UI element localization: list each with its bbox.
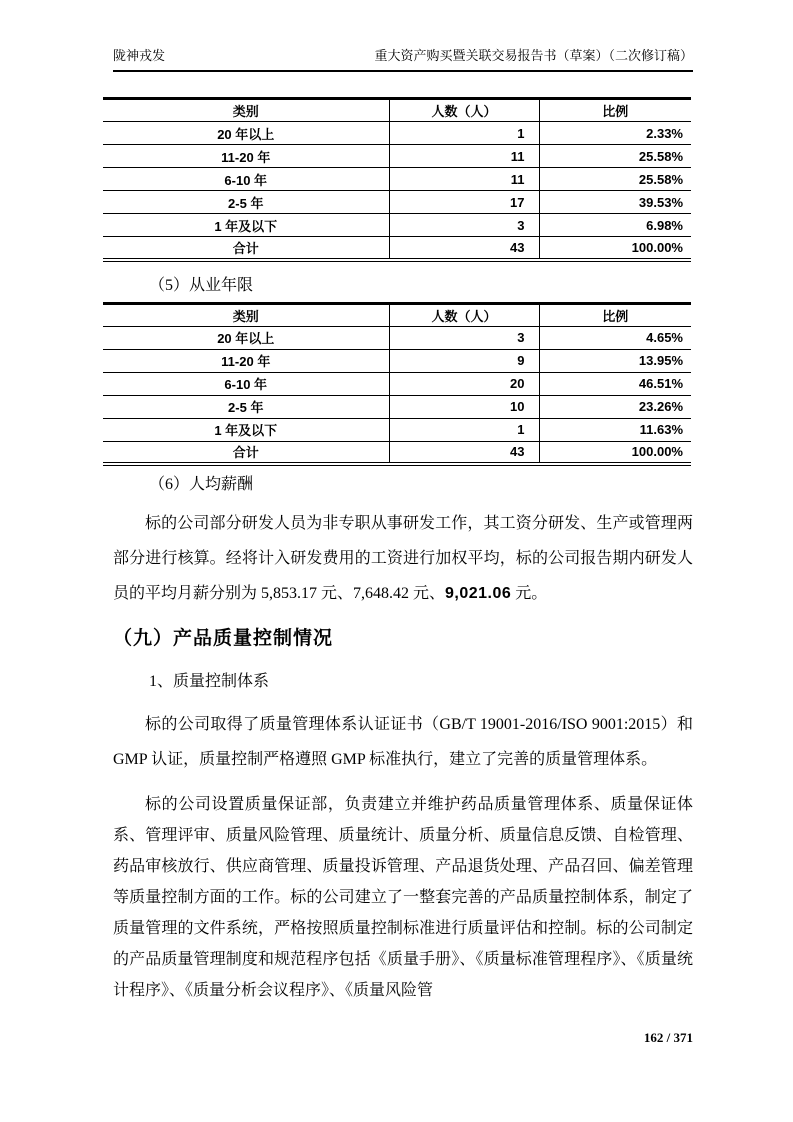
table-cell: 1 <box>389 122 539 145</box>
table-header-cell: 类别 <box>103 99 389 122</box>
table-row <box>103 395 691 418</box>
section-6-heading: （6）人均薪酬 <box>149 476 254 493</box>
table-cell: 11-20 年 <box>103 349 389 372</box>
table-cell: 2-5 年 <box>103 191 389 214</box>
running-header <box>113 0 693 72</box>
table-cell: 10 <box>389 395 539 418</box>
table-cell: 20 年以上 <box>103 326 389 349</box>
salary-text-after: 元。 <box>511 585 548 602</box>
table-cell: 100.00% <box>539 237 691 260</box>
table-header-cell: 比例 <box>539 99 691 122</box>
table-cell: 43 <box>389 237 539 260</box>
table-header-cell: 人数（人） <box>389 99 539 122</box>
table-cell: 1 <box>389 418 539 441</box>
table-cell: 25.58% <box>539 145 691 168</box>
salary-bold-figure: 9,021.06 <box>445 585 512 602</box>
section-5-heading: （5）从业年限 <box>149 276 254 294</box>
table-header-cell: 比例 <box>539 303 691 326</box>
table-header-row <box>103 99 691 122</box>
table-cell: 100.00% <box>539 441 691 464</box>
table-cell: 合计 <box>103 441 389 464</box>
table-cell: 1 年及以下 <box>103 214 389 237</box>
table-cell: 25.58% <box>539 168 691 191</box>
table-cell: 20 <box>389 372 539 395</box>
table-header-cell: 人数（人） <box>389 303 539 326</box>
table-header-row <box>103 303 691 326</box>
header-report-title: 重大资产购买暨关联交易报告书（草案）（二次修订稿） <box>374 48 693 63</box>
table-row <box>103 191 691 214</box>
table-cell: 6-10 年 <box>103 372 389 395</box>
table-cell: 17 <box>389 191 539 214</box>
salary-text-before: 标的公司部分研发人员为非专职从事研发工作，其工资分研发、生产或管理两部分进行核算。经将计入研发费用的工资进行加权平均，标的公司报告期内研发人员的平均月薪分别为 5,853.17 元、7,648.42 元、 <box>113 515 693 602</box>
table-row <box>103 372 691 395</box>
table-cell: 11 <box>389 168 539 191</box>
table-cell: 11 <box>389 145 539 168</box>
table-row <box>103 349 691 372</box>
table-row <box>103 418 691 441</box>
header-company-name: 陇神戎发 <box>113 48 166 63</box>
section-9-heading: （九）产品质量控制情况 <box>113 628 334 649</box>
table-cell: 11-20 年 <box>103 145 389 168</box>
table-cell: 合计 <box>103 237 389 260</box>
tenure-table-1 <box>103 97 691 262</box>
table-cell: 4.65% <box>539 326 691 349</box>
table-row <box>103 326 691 349</box>
table-cell: 20 年以上 <box>103 122 389 145</box>
table-row <box>103 122 691 145</box>
page-content <box>113 0 693 1006</box>
table-cell: 2-5 年 <box>103 395 389 418</box>
gmp-paragraph: 标的公司取得了质量管理体系认证证书（GB/T 19001-2016/ISO 9001:2015）和 GMP 认证，质量控制严格遵照 GMP 标准执行，建立了完善的质量管理体系。 <box>113 716 693 768</box>
table-cell: 11.63% <box>539 418 691 441</box>
table-cell: 3 <box>389 326 539 349</box>
table-cell: 13.95% <box>539 349 691 372</box>
table-row <box>103 145 691 168</box>
page-number: 162 / 371 <box>643 1030 693 1045</box>
salary-paragraph <box>113 506 693 611</box>
table-row <box>103 441 691 464</box>
table-cell: 1 年及以下 <box>103 418 389 441</box>
table-cell: 46.51% <box>539 372 691 395</box>
table-row <box>103 168 691 191</box>
table-row <box>103 214 691 237</box>
table-cell: 2.33% <box>539 122 691 145</box>
table-cell: 3 <box>389 214 539 237</box>
work-years-table <box>103 302 691 467</box>
table-cell: 39.53% <box>539 191 691 214</box>
table-cell: 6-10 年 <box>103 168 389 191</box>
table-cell: 43 <box>389 441 539 464</box>
quality-control-paragraph: 标的公司设置质量保证部，负责建立并维护药品质量管理体系、质量保证体系、管理评审、质量风险管理、质量统计、质量分析、质量信息反馈、自检管理、药品审核放行、供应商管理、质量投诉管理、产品退货处理、产品召回、偏差管理等质量控制方面的工作。标的公司建立了一整套完善的产品质量控制体系，制定了质量管理的文件系统，严格按照质量控制标准进行质量评估和控制。标的公司制定的产品质量管理制度和规范程序包括《质量手册》、《质量标准管理程序》、《质量统计程序》、《质量分析会议程序》、《质量风险管 <box>113 796 693 999</box>
table-row <box>103 237 691 260</box>
table-header-cell: 类别 <box>103 303 389 326</box>
table-cell: 9 <box>389 349 539 372</box>
subsection-1-heading: 1、质量控制体系 <box>149 673 270 690</box>
table-cell: 6.98% <box>539 214 691 237</box>
table-cell: 23.26% <box>539 395 691 418</box>
